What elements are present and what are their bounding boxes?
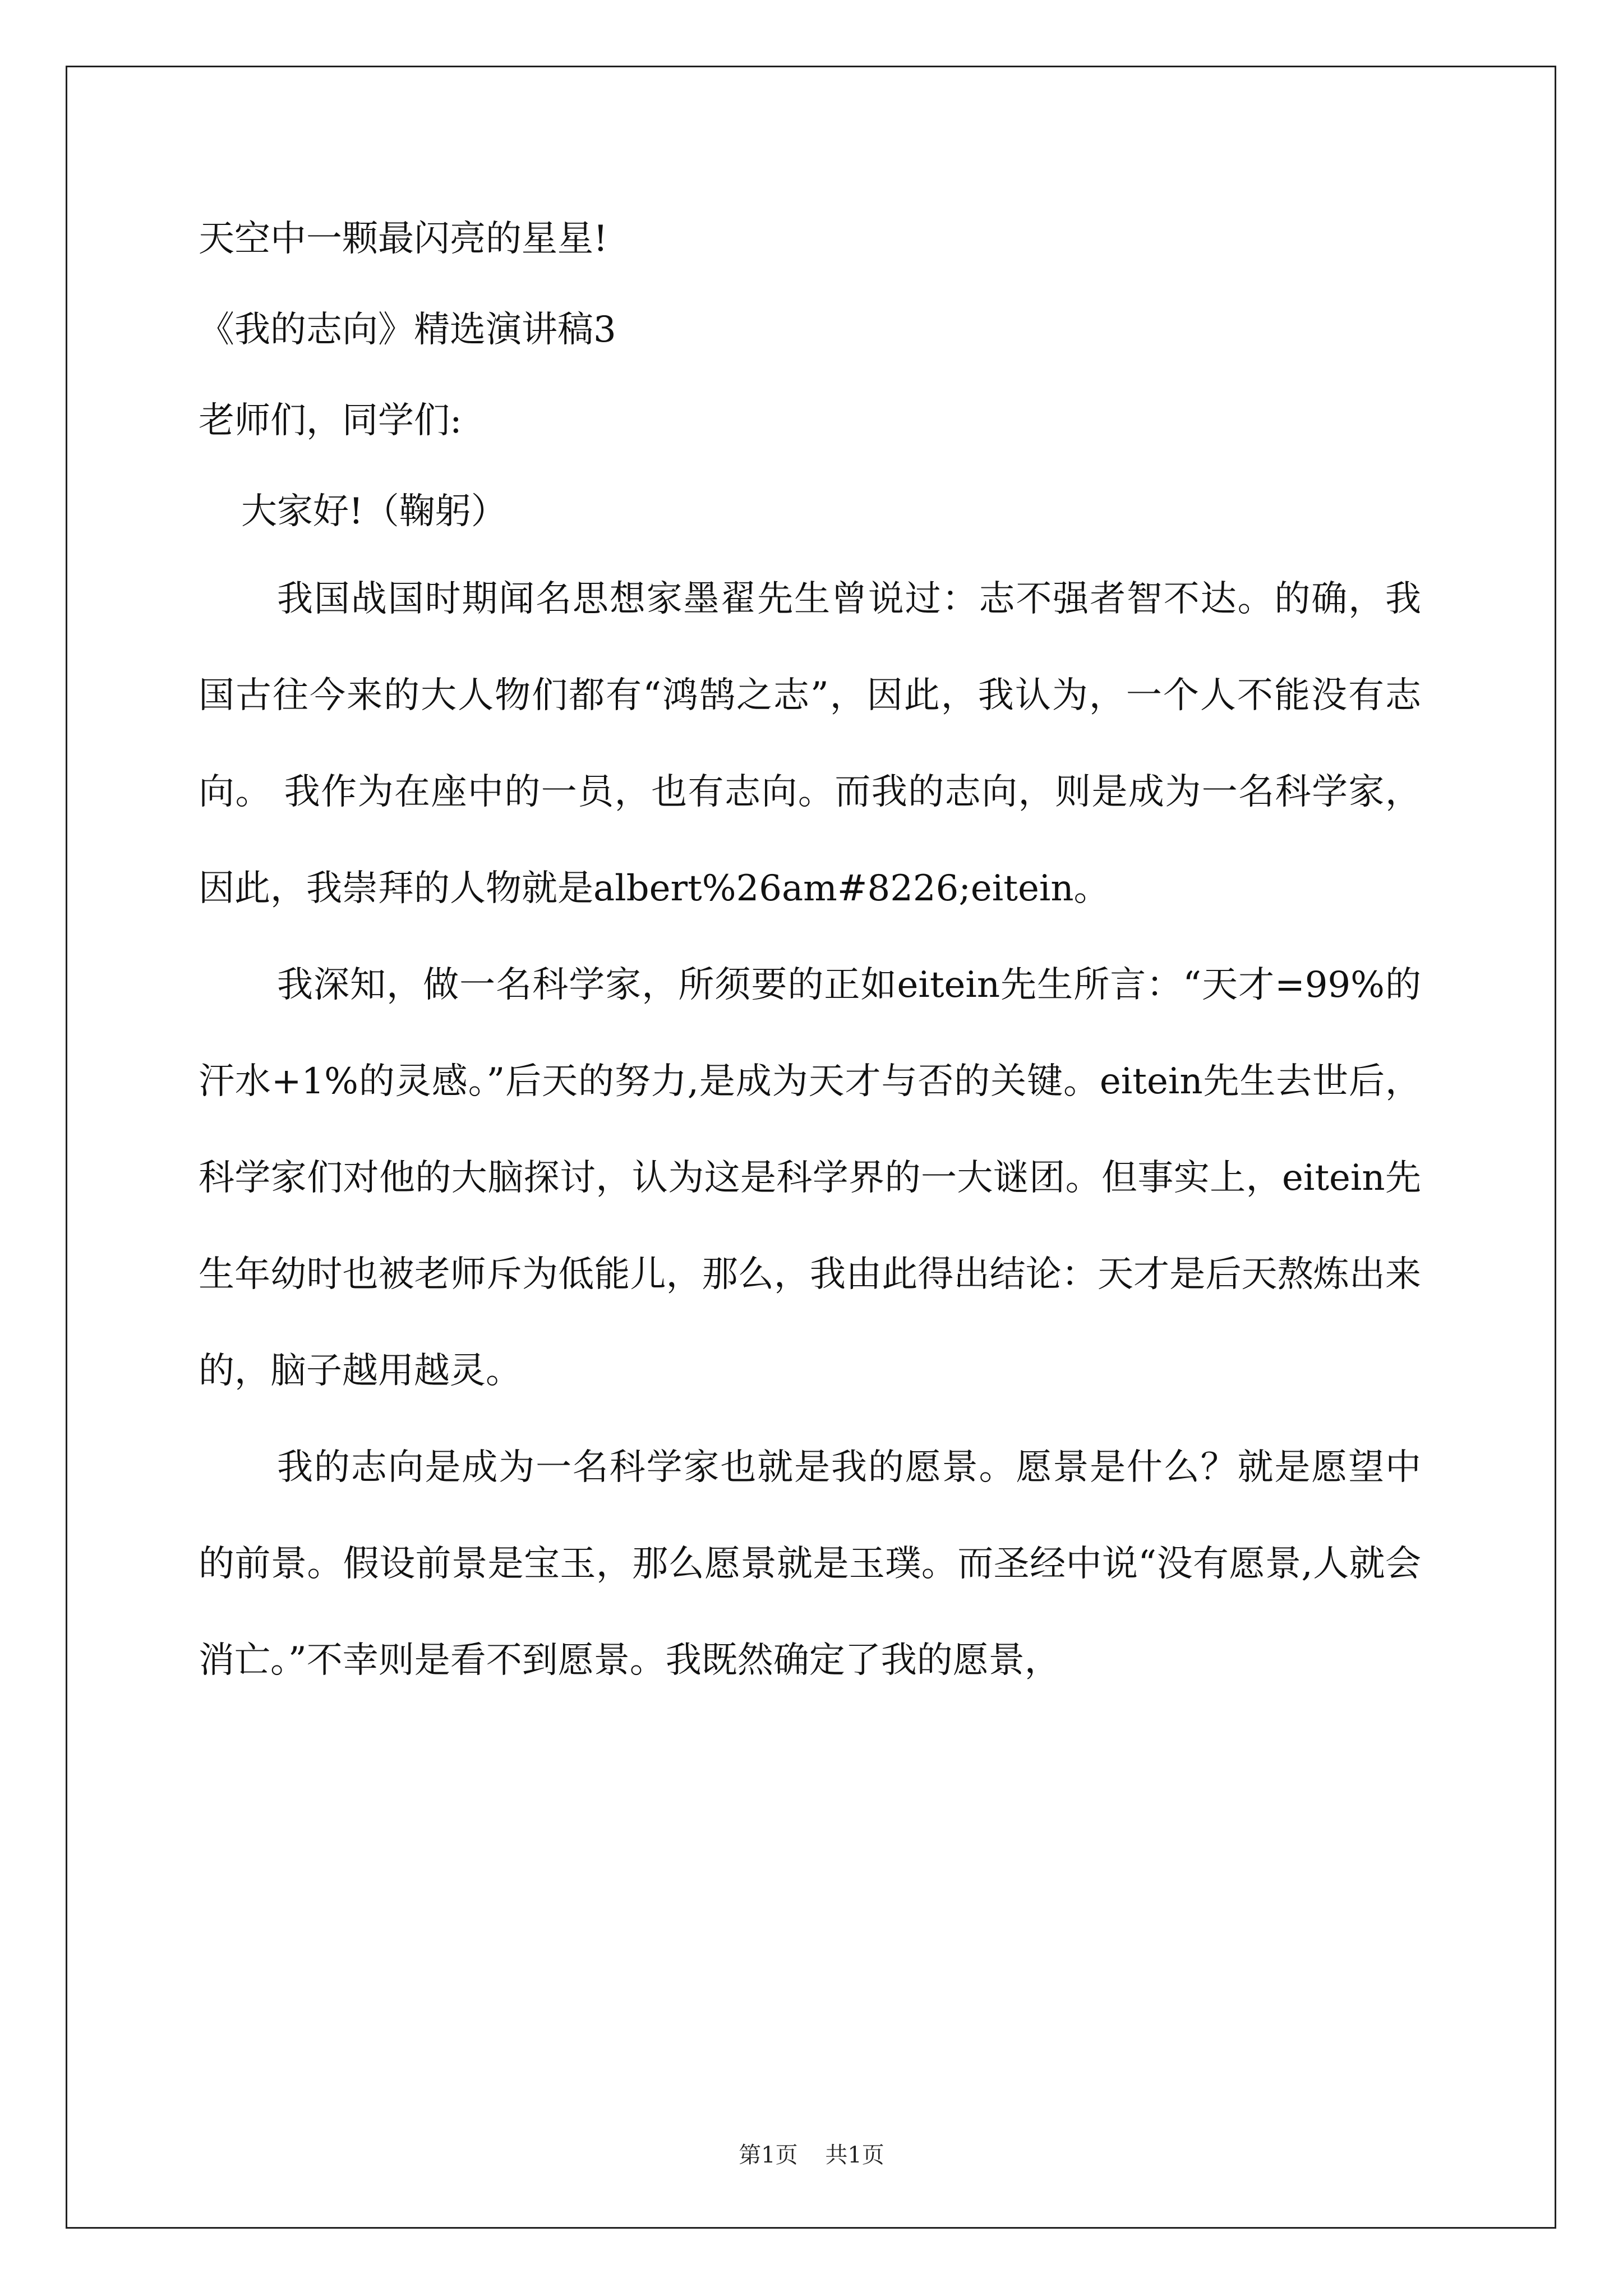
page-number: 第1页 <box>739 2142 798 2168</box>
page-footer <box>0 2142 1623 2169</box>
paragraphs <box>199 551 1421 1709</box>
paragraph: 我国战国时期闻名思想家墨翟先生曾说过：志不强者智不达。的确，我国古往今来的大人物们都有“鸿鹄之志”，因此，我认为，一个人不能没有志向。 我作为在座中的一员，也有志向。而我的志向，则是成为一名科学家，因此，我崇拜的人物就是albert%26am#8226;eitein。 <box>199 578 1421 909</box>
text-line: 天空中一颗最闪亮的星星! <box>199 218 608 260</box>
section-title: 《我的志向》精选演讲稿3 <box>199 309 616 351</box>
document-body <box>199 218 1421 1709</box>
paragraph: 我深知，做一名科学家，所须要的正如eitein先生所言：“天才=99%的汗水+1%的灵感。”后天的努力,是成为天才与否的关键。eitein先生去世后，科学家们对他的大脑探讨，认为这是科学界的一大谜团。但事实上，eitein先生年幼时也被老师斥为低能儿，那么，我由此得出结论：天才是后天熬炼出来的，脑子越用越灵。 <box>199 964 1421 1392</box>
salutation: 老师们，同学们: <box>199 400 462 441</box>
greeting: 大家好!（鞠躬） <box>241 491 507 532</box>
page-total: 共1页 <box>825 2142 884 2168</box>
paragraph: 我的志向是成为一名科学家也就是我的愿景。愿景是什么？就是愿望中的前景。假设前景是宝玉，那么愿景就是玉璞。而圣经中说“没有愿景,人就会消亡。”不幸则是看不到愿景。我既然确定了我的愿景， <box>199 1447 1421 1681</box>
